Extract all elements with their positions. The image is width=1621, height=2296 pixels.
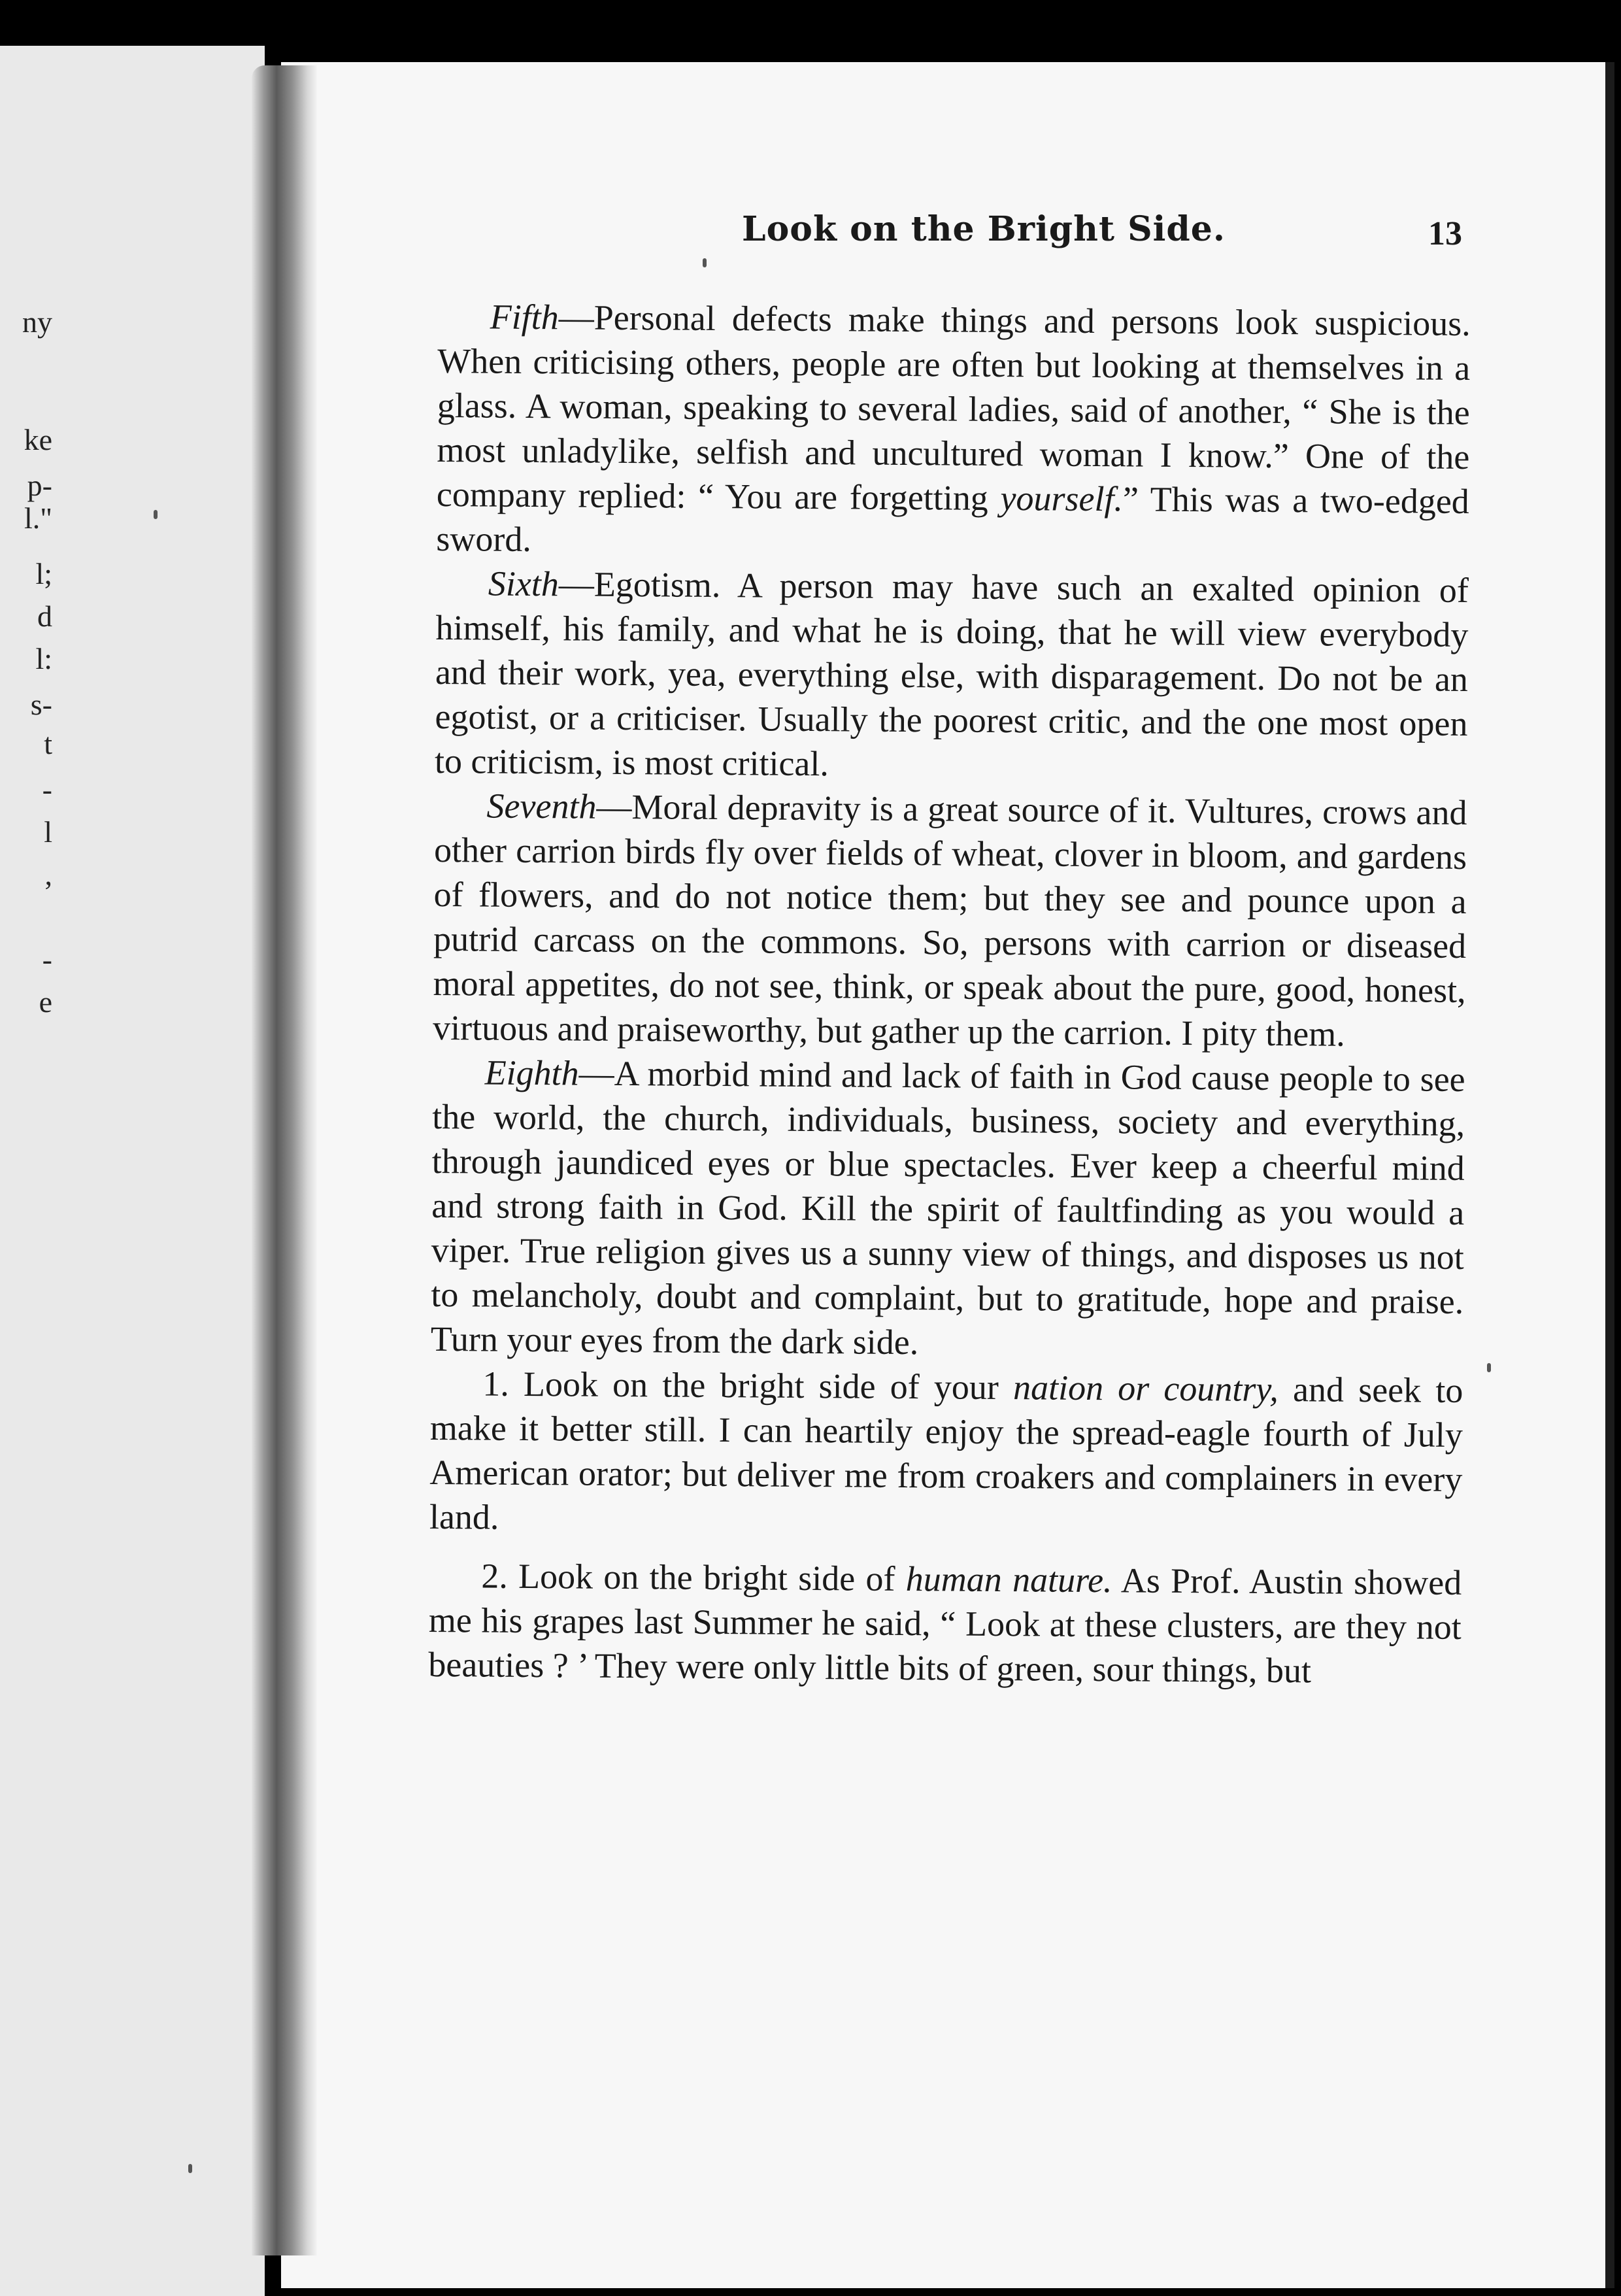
paragraph-text: Look on the bright side of your	[509, 1364, 1014, 1408]
emphasis: yourself.	[1000, 479, 1124, 519]
paragraph-seventh	[433, 783, 1467, 1057]
item-number: 1.	[482, 1364, 510, 1404]
print-fleck	[703, 258, 707, 267]
left-page-fragment: -	[42, 773, 52, 806]
paragraph-item-2	[428, 1553, 1462, 1694]
left-page-fragment: ,	[44, 858, 52, 891]
left-page-fragment: l."	[24, 501, 52, 535]
left-page-fragment: e	[39, 985, 52, 1019]
left-page	[0, 46, 265, 2296]
page-number: 13	[1428, 215, 1462, 252]
left-page-fragment: -	[42, 943, 52, 976]
paragraph-text: —Personal defects make things and persons look suspicious. When criticising others, people are often but looking at themselves in a glass. A woman, speaking to several ladies, said of another, “ She is the most unladylike, selfish and uncultured woman I know.” One of the company replied: “ You are forgetting	[436, 297, 1471, 518]
paragraph-text: —Egotism. A person may have such an exalted opinion of himself, his family, and what he is doing, that he will view everybody and their work, yea, everything else, with disparagement. Do not be an egotist, or a criticiser. Usually the poorest critic, and the one most open to criticism, is most critical.	[434, 564, 1469, 784]
left-page-fragment: s-	[30, 688, 52, 721]
paragraph-item-1	[429, 1361, 1463, 1546]
left-page-fragment: ke	[24, 423, 52, 456]
paragraph-text: —Moral depravity is a great source of it. Vultures, crows and other carrion birds fly over fields of wheat, clover in bloom, and gardens of flowers, and do not notice them; but they see and pounce upon a putrid carcass on the commons. So, persons with carrion or diseased moral appetites, do not see, think, or speak about the pure, good, honest, virtuous and praiseworthy, but gather up the carrion. I pity them.	[432, 786, 1467, 1054]
left-page-fragment: l	[44, 815, 52, 849]
print-fleck	[188, 2164, 192, 2173]
paragraph-lead: Fifth	[490, 297, 559, 337]
paragraph-eighth	[431, 1050, 1465, 1368]
book-gutter	[252, 65, 317, 2255]
paragraph-lead: Sixth	[488, 564, 560, 604]
emphasis: nation or country,	[1012, 1368, 1279, 1410]
page-edge	[1605, 62, 1614, 2288]
paragraph-fifth	[436, 294, 1471, 568]
paragraph-lead: Seventh	[486, 786, 597, 826]
left-page-fragment: l;	[35, 557, 52, 590]
paragraph-text: —A morbid mind and lack of faith in God cause people to see the world, the church, individuals, business, society and everything, through jaundiced eyes or blue spectacles. Ever keep a cheerful mind and strong faith in God. Kill the spirit of faultfinding as you would a viper. True religion gives us a sunny view of things, and disposes us not to melancholy, doubt and complaint, but to gratitude, hope and praise. Turn your eyes from the dark side.	[430, 1053, 1465, 1362]
left-page-fragment: ny	[22, 305, 52, 339]
body-text	[428, 294, 1471, 1694]
left-page-fragment: l:	[35, 642, 52, 675]
running-head: Look on the Bright Side.	[742, 209, 1226, 249]
left-page-fragment: p-	[27, 469, 52, 502]
emphasis: human nature.	[905, 1559, 1112, 1600]
print-fleck	[154, 510, 158, 519]
paragraph-tail: and seek to make it better still. I can heartily enjoy the spread-eagle fourth of July American orator; but deliver me from croakers and complainers in every land.	[429, 1370, 1463, 1537]
paragraph-sixth	[435, 561, 1469, 790]
print-fleck	[1487, 1363, 1491, 1372]
left-page-fragment: d	[37, 599, 52, 633]
paragraph-tail: As Prof. Austin showed me his grapes last Summer he said, “ Look at these clusters, are they not beauties ? ’ They were only little bits of green, sour things, but	[428, 1561, 1462, 1691]
paragraph-lead: Eighth	[484, 1053, 579, 1093]
paragraph-tail: ” This was a two-edged sword.	[436, 479, 1470, 560]
left-page-fragment: t	[44, 727, 52, 760]
item-number: 2.	[481, 1556, 509, 1596]
page-header	[735, 209, 1467, 262]
paragraph-text: Look on the bright side of	[507, 1556, 906, 1599]
